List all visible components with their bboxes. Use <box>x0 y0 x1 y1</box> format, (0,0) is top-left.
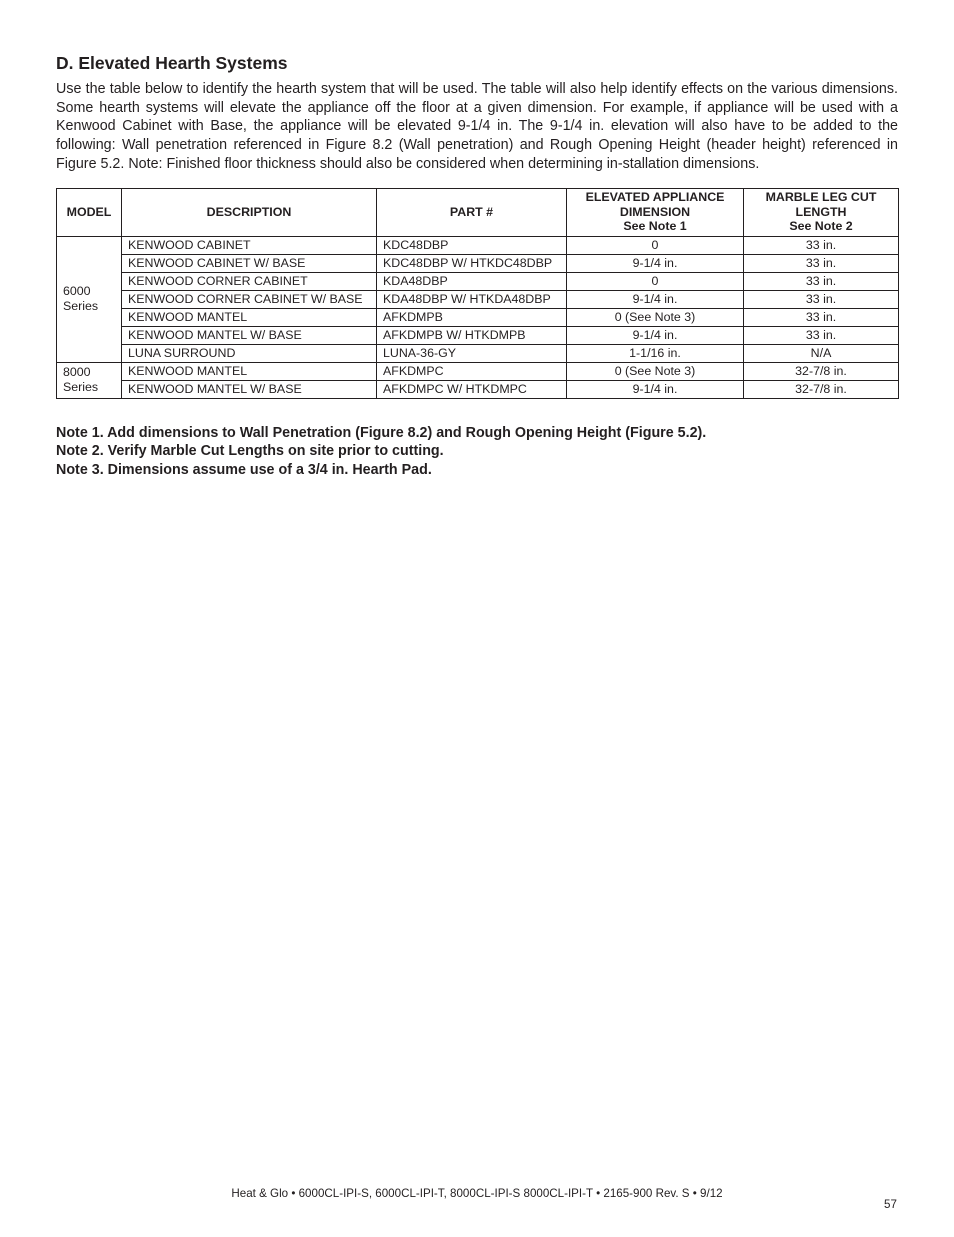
part-cell: AFKDMPB <box>377 308 567 326</box>
part-cell: KDC48DBP <box>377 236 567 254</box>
description-cell: LUNA SURROUND <box>122 344 377 362</box>
marble-length-cell: 32-7/8 in. <box>744 362 899 380</box>
description-cell: KENWOOD CABINET W/ BASE <box>122 254 377 272</box>
elevated-dimension-cell: 9-1/4 in. <box>567 326 744 344</box>
header-elevated-line2: DIMENSION <box>619 204 691 219</box>
description-cell: KENWOOD MANTEL W/ BASE <box>122 380 377 398</box>
header-marble-line3: See Note 2 <box>789 219 853 234</box>
marble-length-cell: 33 in. <box>744 236 899 254</box>
part-cell: KDC48DBP W/ HTKDC48DBP <box>377 254 567 272</box>
marble-length-cell: 32-7/8 in. <box>744 380 899 398</box>
part-cell: KDA48DBP W/ HTKDA48DBP <box>377 290 567 308</box>
marble-length-cell: 33 in. <box>744 254 899 272</box>
header-model: MODEL <box>57 188 122 236</box>
table-row <box>57 254 899 272</box>
elevated-dimension-cell: 0 <box>567 272 744 290</box>
section-title: D. Elevated Hearth Systems <box>56 53 288 73</box>
table-row <box>57 380 899 398</box>
model-series: Series <box>63 299 99 314</box>
header-marble-line2: LENGTH <box>795 204 847 219</box>
note-2: Note 2. Verify Marble Cut Lengths on site prior to cutting. <box>56 443 444 460</box>
table-row <box>57 236 899 254</box>
marble-length-cell: 33 in. <box>744 326 899 344</box>
elevated-dimension-cell: 9-1/4 in. <box>567 380 744 398</box>
description-cell: KENWOOD MANTEL <box>122 362 377 380</box>
description-cell: KENWOOD CORNER CABINET W/ BASE <box>122 290 377 308</box>
part-cell: KDA48DBP <box>377 272 567 290</box>
marble-length-cell: 33 in. <box>744 308 899 326</box>
model-series: Series <box>63 380 99 395</box>
header-elevated-dimension <box>567 188 744 236</box>
document-page <box>56 52 898 479</box>
table-row <box>57 308 899 326</box>
notes-block <box>56 424 898 480</box>
marble-length-cell: N/A <box>744 344 899 362</box>
table-row <box>57 362 899 380</box>
table-row <box>57 344 899 362</box>
part-cell: LUNA-36-GY <box>377 344 567 362</box>
model-cell <box>57 362 122 398</box>
table-row <box>57 290 899 308</box>
header-marble-leg <box>744 188 899 236</box>
elevated-dimension-cell: 1-1/16 in. <box>567 344 744 362</box>
footer-text: Heat & Glo • 6000CL-IPI-S, 6000CL-IPI-T, 8000CL-IPI-S 8000CL-IPI-T • 2165-900 Rev. S • 9/12 <box>231 1187 723 1200</box>
part-cell: AFKDMPC <box>377 362 567 380</box>
part-cell: AFKDMPB W/ HTKDMPB <box>377 326 567 344</box>
model-cell <box>57 236 122 362</box>
description-cell: KENWOOD MANTEL <box>122 308 377 326</box>
elevated-dimension-cell: 9-1/4 in. <box>567 290 744 308</box>
header-description: DESCRIPTION <box>122 188 377 236</box>
note-3: Note 3. Dimensions assume use of a 3/4 in. Hearth Pad. <box>56 461 432 478</box>
header-elevated-line3: See Note 1 <box>623 219 687 234</box>
elevated-dimension-cell: 0 (See Note 3) <box>567 308 744 326</box>
elevated-dimension-cell: 0 <box>567 236 744 254</box>
marble-length-cell: 33 in. <box>744 272 899 290</box>
elevated-dimension-cell: 9-1/4 in. <box>567 254 744 272</box>
table-row <box>57 326 899 344</box>
model-number: 8000 <box>63 365 91 380</box>
note-1: Note 1. Add dimensions to Wall Penetration (Figure 8.2) and Rough Opening Height (Figure 5.2). <box>56 424 707 441</box>
description-cell: KENWOOD MANTEL W/ BASE <box>122 326 377 344</box>
description-cell: KENWOOD CORNER CABINET <box>122 272 377 290</box>
marble-length-cell: 33 in. <box>744 290 899 308</box>
elevated-dimension-cell: 0 (See Note 3) <box>567 362 744 380</box>
hearth-systems-table <box>56 188 899 399</box>
table-header-row <box>57 188 899 236</box>
table-row <box>57 272 899 290</box>
header-marble-line1: MARBLE LEG CUT <box>765 189 877 204</box>
header-part: PART # <box>377 188 567 236</box>
part-cell: AFKDMPC W/ HTKDMPC <box>377 380 567 398</box>
header-elevated-line1: ELEVATED APPLIANCE <box>585 189 725 204</box>
model-number: 6000 <box>63 284 91 299</box>
page-number: 57 <box>884 1198 897 1211</box>
intro-paragraph: Use the table below to identify the hearth system that will be used. The table will also help identify effects on the various dimensions. Some hearth systems will elevate the appliance off the floor at a given dimension. For example, if appliance will be used with a Kenwood Cabinet with Base, the appliance will be elevated 9-1/4 in. The 9-1/4 in. elevation will also have to be added to the following: Wall penetration referenced in Figure 8.2 (Wall penetration) and Rough Opening Height (header height) referenced in Figure 5.2. Note: Finished floor thickness should also be considered when determining in-stallation dimensions. <box>56 81 898 172</box>
table-body <box>57 236 899 398</box>
description-cell: KENWOOD CABINET <box>122 236 377 254</box>
